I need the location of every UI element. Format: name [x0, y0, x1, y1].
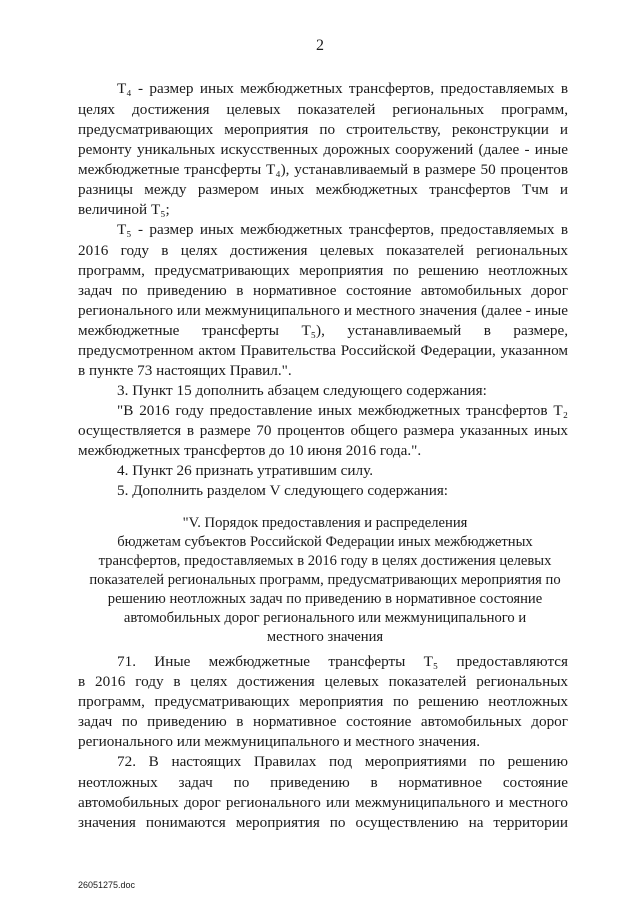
- footer-file-code: 26051275.doc: [78, 880, 136, 890]
- section-heading-line: показателей региональных программ, предусматривающих мероприятия по: [89, 572, 561, 588]
- text-line: регионального или межмуниципального и местного значения.: [78, 733, 481, 750]
- text-line: регионального или межмуниципального и местного значения (далее - иные: [78, 302, 568, 319]
- text-line: 5. Дополнить разделом V следующего содержания:: [117, 482, 449, 499]
- text-line: разницы между размером иных межбюджетных трансфертов Тчм и: [78, 181, 568, 198]
- text-line: величиной Т₅;: [78, 201, 170, 218]
- text-line: Т₄ - размер иных межбюджетных трансфертов, предоставляемых в: [117, 80, 568, 97]
- text-line: 72. В настоящих Правилах под мероприятиями по решению: [117, 753, 568, 770]
- text-line: межбюджетные трансферты Т₅), устанавливаемый в размере,: [78, 322, 568, 339]
- text-line: 3. Пункт 15 дополнить абзацем следующего содержания:: [117, 382, 487, 399]
- text-line: программ, предусматривающих мероприятия по решению неотложных: [78, 262, 568, 279]
- text-line: в 2016 году в целях достижения целевых показателей региональных: [78, 673, 568, 690]
- text-line: в пункте 73 настоящих Правил.".: [78, 362, 292, 379]
- text-line: Т₅ - размер иных межбюджетных трансфертов, предоставляемых в: [117, 221, 568, 238]
- section-heading-line: "V. Порядок предоставления и распределения: [182, 515, 468, 531]
- text-line: предусматривающих мероприятия по строительству, реконструкции и: [78, 121, 568, 138]
- section-heading-line: решению неотложных задач по приведению в нормативное состояние: [107, 591, 543, 607]
- text-line: значения понимаются мероприятия по осуществлению на территории: [78, 814, 568, 831]
- section-heading-line: автомобильных дорог регионального или межмуниципального и: [123, 610, 527, 626]
- page-number: 2: [316, 37, 324, 54]
- text-line: "В 2016 году предоставление иных межбюджетных трансфертов Т₂: [117, 402, 568, 419]
- text-line: целях достижения целевых показателей региональных программ,: [78, 101, 568, 118]
- text-line: 4. Пункт 26 признать утратившим силу.: [117, 462, 373, 479]
- text-line: автомобильных дорог регионального или межмуниципального и местного: [78, 794, 568, 811]
- text-line: ремонту уникальных искусственных дорожных сооружений (далее - иные: [78, 141, 568, 158]
- section-heading-line: местного значения: [266, 629, 384, 645]
- text-line: программ, предусматривающих мероприятия по решению неотложных: [78, 693, 568, 710]
- text-line: задач по приведению в нормативное состояние автомобильных дорог: [78, 282, 568, 299]
- text-line: предусмотренном актом Правительства Российской Федерации, указанном: [78, 342, 568, 359]
- text-line: межбюджетные трансферты Т₄), устанавливаемый в размере 50 процентов: [78, 161, 568, 178]
- text-line: межбюджетных трансфертов до 10 июня 2016 года.".: [78, 442, 422, 459]
- section-heading-line: трансфертов, предоставляемых в 2016 году в целях достижения целевых: [98, 553, 552, 569]
- section-heading-line: бюджетам субъектов Российской Федерации иных межбюджетных: [117, 534, 533, 550]
- text-line: задач по приведению в нормативное состояние автомобильных дорог: [78, 713, 568, 730]
- text-line: 2016 году в целях достижения целевых показателей региональных: [78, 242, 568, 259]
- text-line: неотложных задач по приведению в нормативное состояние: [78, 774, 568, 791]
- text-line: осуществляется в размере 70 процентов общего размера указанных иных: [78, 422, 568, 439]
- text-line: 71. Иные межбюджетные трансферты Т₅ предоставляются: [117, 653, 568, 670]
